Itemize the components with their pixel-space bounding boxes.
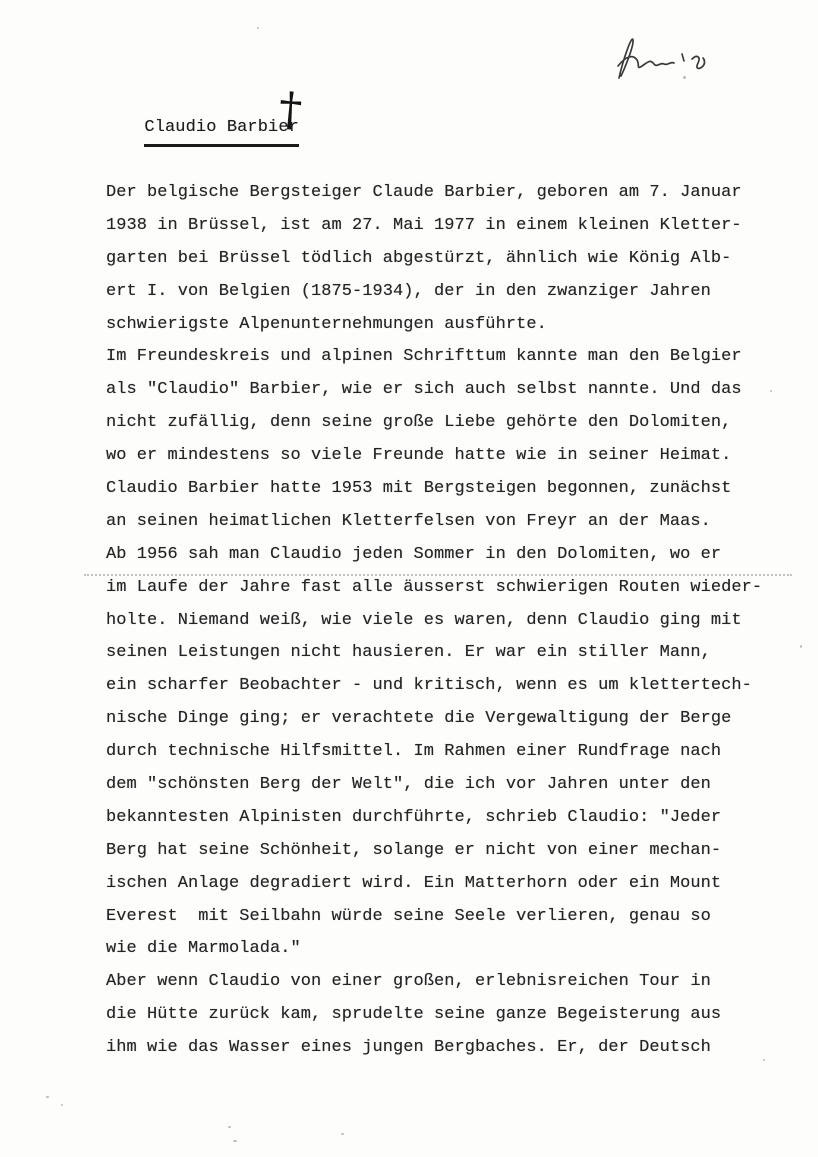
scan-speck: [683, 76, 686, 79]
scan-speck: [46, 1096, 49, 1098]
text-line: Im Freundeskreis und alpinen Schrifttum kannte man den Belgier: [106, 347, 742, 367]
text-line: bekanntesten Alpinisten durchführte, schrieb Claudio: "Jeder: [106, 807, 722, 827]
scan-speck: [800, 645, 802, 648]
text-line: durch technische Hilfsmittel. Im Rahmen einer Rundfrage nach: [106, 742, 722, 762]
dagger-cross-icon: †: [277, 81, 304, 137]
text-line: Berg hat seine Schönheit, solange er nicht von einer mechan-: [106, 840, 722, 860]
handwritten-annotation-icon: [606, 26, 724, 90]
text-line: wo er mindestens so viele Freunde hatte wie in seiner Heimat.: [106, 446, 732, 466]
scan-speck: [233, 1140, 237, 1142]
text-line: Claudio Barbier hatte 1953 mit Bergsteigen begonnen, zunächst: [106, 479, 732, 499]
text-line: als "Claudio" Barbier, wie er sich auch selbst nannte. Und das: [106, 380, 742, 400]
text-line: wie die Marmolada.": [106, 939, 301, 959]
text-line: ein scharfer Beobachter - und kritisch, wenn es um klettertech-: [106, 676, 752, 696]
text-line: Ab 1956 sah man Claudio jeden Sommer in den Dolomiten, wo er: [106, 544, 722, 564]
text-line: schwierigste Alpenunternehmungen ausführte.: [106, 314, 547, 334]
scan-speck: [770, 390, 772, 392]
text-line: ert I. von Belgien (1875-1934), der in den zwanziger Jahren: [106, 281, 711, 301]
scan-speck: [763, 1059, 765, 1061]
text-line: garten bei Brüssel tödlich abgestürzt, ähnlich wie König Alb-: [106, 248, 732, 268]
text-line: nicht zufällig, denn seine große Liebe gehörte den Dolomiten,: [106, 413, 732, 433]
text-line: im Laufe der Jahre fast alle äusserst schwierigen Routen wieder-: [106, 577, 763, 597]
text-line: ihm wie das Wasser eines jungen Bergbaches. Er, der Deutsch: [106, 1038, 711, 1058]
scan-speck: [257, 27, 259, 29]
text-line: 1938 in Brüssel, ist am 27. Mai 1977 in einem kleinen Kletter-: [106, 215, 742, 235]
title-row: [106, 100, 299, 165]
text-line: nische Dinge ging; er verachtete die Vergewaltigung der Berge: [106, 709, 732, 729]
text-line: Der belgische Bergsteiger Claude Barbier, geboren am 7. Januar: [106, 183, 742, 202]
text-line: dem "schönsten Berg der Welt", die ich vor Jahren unter den: [106, 775, 711, 795]
text-line: seinen Leistungen nicht hausieren. Er war ein stiller Mann,: [106, 643, 711, 663]
scan-speck: [61, 1104, 63, 1106]
text-line: Everest mit Seilbahn würde seine Seele verlieren, genau so: [106, 906, 711, 926]
scan-speck: [341, 1133, 344, 1135]
document-body: [106, 177, 786, 1065]
text-line: holte. Niemand weiß, wie viele es waren, denn Claudio ging mit: [106, 610, 742, 630]
page-title: Claudio Barbier: [144, 118, 299, 147]
text-line: ischen Anlage degradiert wird. Ein Matterhorn oder ein Mount: [106, 873, 722, 893]
scan-speck: [228, 1126, 231, 1128]
text-line: an seinen heimatlichen Kletterfelsen von Freyr an der Maas.: [106, 511, 711, 531]
text-line: die Hütte zurück kam, sprudelte seine ganze Begeisterung aus: [106, 1005, 722, 1025]
text-line: Aber wenn Claudio von einer großen, erlebnisreichen Tour in: [106, 972, 711, 992]
